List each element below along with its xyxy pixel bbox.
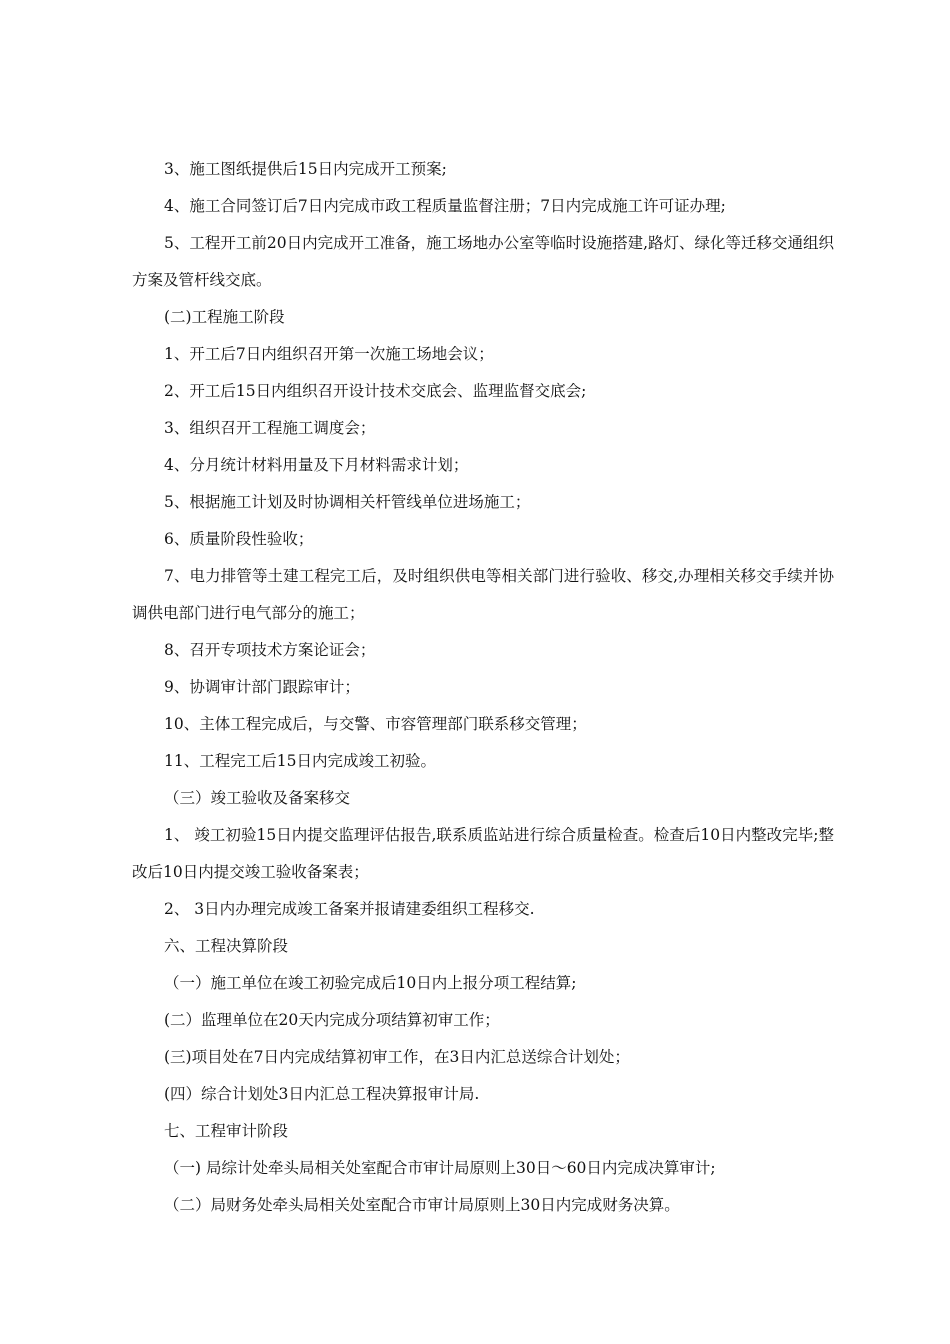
paragraph: （一) 局综计处牵头局相关处室配合市审计局原则上30日～60日内完成决算审计; — [164, 1159, 716, 1177]
paragraph: 4、分月统计材料用量及下月材料需求计划； — [164, 456, 469, 474]
paragraph: 2、 3日内办理完成竣工备案并报请建委组织工程移交. — [164, 900, 535, 918]
paragraph: 11、工程完工后15日内完成竣工初验。 — [164, 752, 436, 770]
paragraph: 4、施工合同签订后7日内完成市政工程质量监督注册；7日内完成施工许可证办理; — [164, 197, 726, 215]
paragraph: （二）局财务处牵头局相关处室配合市审计局原则上30日内完成财务决算。 — [164, 1196, 680, 1214]
paragraph: (三)项目处在7日内完成结算初审工作，在3日内汇总送综合计划处； — [164, 1048, 630, 1066]
paragraph: 1、开工后7日内组织召开第一次施工场地会议； — [164, 345, 494, 363]
section-heading: 七、工程审计阶段 — [164, 1122, 289, 1140]
paragraph: (四）综合计划处3日内汇总工程决算报审计局. — [164, 1085, 480, 1103]
paragraph: 10、主体工程完成后，与交警、市容管理部门联系移交管理； — [164, 715, 587, 733]
section-heading: （三）竣工验收及备案移交 — [164, 789, 351, 807]
paragraph: 8、召开专项技术方案论证会； — [164, 641, 376, 659]
paragraph: 3、施工图纸提供后15日内完成开工预案; — [164, 160, 447, 178]
paragraph: 3、组织召开工程施工调度会； — [164, 419, 376, 437]
paragraph: 5、工程开工前20日内完成开工准备，施工场地办公室等临时设施搭建,路灯、绿化等迁移交通组织方案及管杆线交底。 — [132, 234, 835, 289]
paragraph: 1、 竣工初验15日内提交监理评估报告,联系质监站进行综合质量检查。检查后10日内整改完毕;整改后10日内提交竣工验收备案表； — [132, 826, 834, 881]
paragraph: 5、根据施工计划及时协调相关杆管线单位进场施工； — [164, 493, 531, 511]
paragraph: 7、电力排管等土建工程完工后，及时组织供电等相关部门进行验收、移交,办理相关移交手续并协调供电部门进行电气部分的施工； — [132, 567, 834, 622]
section-heading: 六、工程决算阶段 — [164, 937, 289, 955]
section-heading: (二)工程施工阶段 — [164, 308, 285, 326]
paragraph: （一）施工单位在竣工初验完成后10日内上报分项工程结算; — [164, 974, 577, 992]
paragraph: 2、开工后15日内组织召开设计技术交底会、监理监督交底会; — [164, 382, 587, 400]
paragraph: 9、协调审计部门跟踪审计； — [164, 678, 360, 696]
paragraph: (二）监理单位在20天内完成分项结算初审工作； — [164, 1011, 500, 1029]
paragraph: 6、质量阶段性验收； — [164, 530, 314, 548]
document-body — [132, 151, 834, 1224]
